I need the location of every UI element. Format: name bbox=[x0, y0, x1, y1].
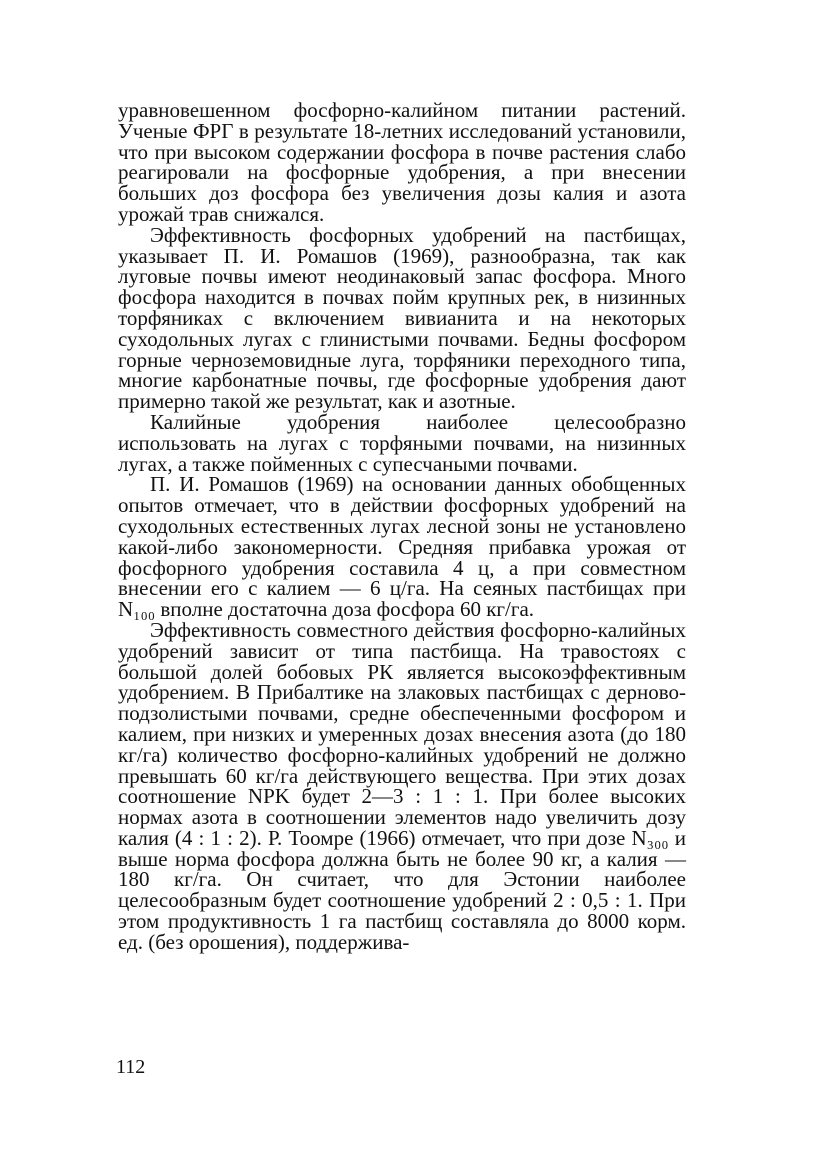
paragraph-2: Эффективность фосфорных удобрений на пастбищах, указывает П. И. Ромашов (1969), разнообразна, так как луговые почвы имеют неодинаковый запас фосфора. Много фосфора находится в почвах пойм крупных рек, в низинных торфяниках с включением вивианита и на некоторых суходольных лугах с глинистыми почвами. Бедны фосфором горные черноземовидные луга, торфяники переходного типа, многие карбонатные почвы, где фосфорные удобрения дают примерно такой же результат, как и азотные. bbox=[118, 222, 686, 414]
paragraph-3: Калийные удобрения наиболее целесообразно использовать на лугах с торфяными почвами, на низинных лугах, а также пойменных с супесчаными почвами. bbox=[118, 409, 686, 476]
paragraph-5: Эффективность совместного действия фосфорно-калийных удобрений зависит от типа пастбища. На травостоях с большой долей бобовых РК является высокоэффективным удобрением. В Прибалтике на злаковых пастбищах с дерново-подзолистыми почвами, средне обеспеченными фосфором и калием, при низких и умеренных дозах внесения азота (до 180 кг/га) количество фосфорно-калийных удобрений не должно превышать 60 кг/га действующего вещества. При этих дозах соотношение NPK будет 2—3 : 1 : 1. При более высоких нормах азота в соотношении элементов надо увеличить дозу калия (4 : 1 : 2). Р. Тоомре (1966) отмечает, что при дозе N₃₀₀ и выше норма фосфора должна быть не более 90 кг, а калия — 180 кг/га. Он считает, что для Эстонии наиболее целесообразным будет соотношение удобрений 2 : 0,5 : 1. При этом продуктивность 1 га пастбищ составляла до 8000 корм. ед. (без орошения), поддержива- bbox=[118, 617, 686, 954]
page-number: 112 bbox=[116, 1056, 146, 1078]
paragraph-4: П. И. Ромашов (1969) на основании данных обобщенных опытов отмечает, что в действии фосфорных удобрений на суходольных естественных лугах лесной зоны не установлено какой-либо закономерности. Средняя прибавка урожая от фосфорного удобрения составила 4 ц, а при совместном внесении его с калием — 6 ц/га. На сеяных пастбищах при N₁₀₀ вполне достаточна доза фосфора 60 кг/га. bbox=[118, 472, 686, 622]
paragraph-1: уравновешенном фосфорно-калийном питании растений. Ученые ФРГ в результате 18-летних исследований установили, что при высоком содержании фосфора в почве растения слабо реагировали на фосфорные удобрения, а при внесении больших доз фосфора без увеличения дозы калия и азота урожай трав снижался. bbox=[118, 98, 686, 226]
text-column bbox=[118, 100, 686, 953]
